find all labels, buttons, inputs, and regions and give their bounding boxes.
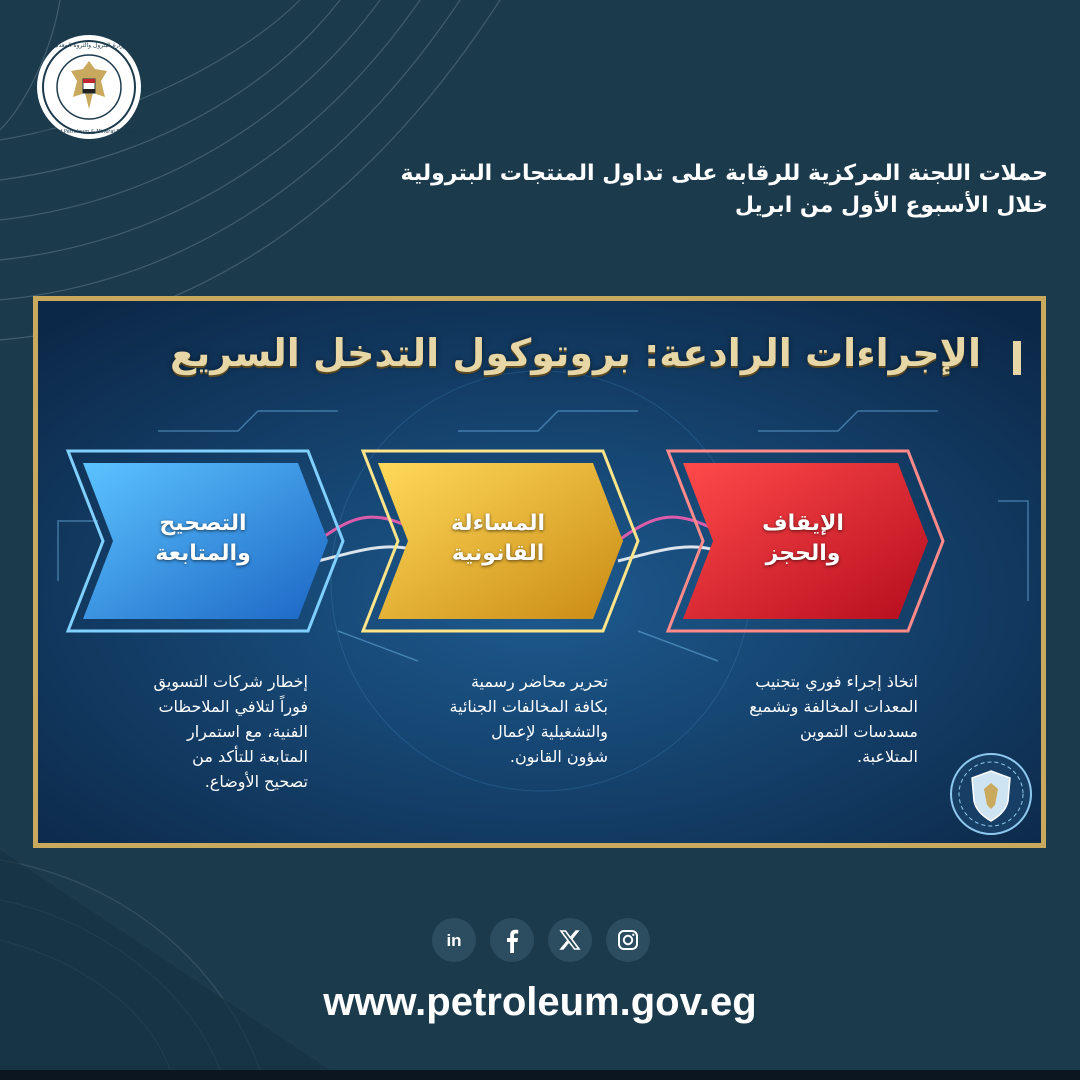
step-description-correction: إخطار شركات التسويق فوراً لتلافي الملاحظات الفنية، مع استمرار المتابعة للتأكد من تصحيح الأوضاع. [153,672,308,791]
step-label-stop: الإيقاف والحجز [762,511,844,566]
headline-line-2: خلال الأسبوع الأول من ابريل [734,193,1048,218]
bottom-strip [0,1070,1080,1080]
shield-icon [948,751,1034,837]
linkedin-icon [441,927,467,953]
facebook-icon [499,927,525,953]
x-icon [557,927,583,953]
headline [248,158,1048,222]
instagram-icon [615,927,641,953]
svg-text:in: in [446,931,462,950]
instagram-button[interactable] [606,918,650,962]
step-description-stop: اتخاذ إجراء فوري بتجنيب المعدات المخالفة وتشميع مسدسات التموين المتلاعبة. [749,672,918,766]
x-button[interactable] [548,918,592,962]
facebook-button[interactable] [490,918,534,962]
linkedin-button[interactable] [432,918,476,962]
step-label-legal: المساءلة القانونية [450,511,546,566]
svg-text:Ministry of Petroleum & Minera: Ministry of Petroleum & Mineral Resources [36,129,142,135]
panel-title: الإجراءات الرادعة: بروتوكول التدخل السريع [170,331,981,375]
infographic-frame [33,296,1046,848]
step-description-legal: تحرير محاضر رسمية بكافة المخالفات الجنائية والتشغيلية لإعمال شؤون القانون. [449,672,608,766]
title-accent-bar [1013,341,1021,375]
svg-text:وزارة البترول والثروة المعدنية: وزارة البترول والثروة المعدنية [51,42,127,49]
ministry-logo [35,33,143,141]
website-url[interactable]: www.petroleum.gov.eg [323,980,757,1024]
headline-line-1: حملات اللجنة المركزية للرقابة على تداول المنتجات البترولية [400,161,1048,186]
step-label-correction: التصحيح والمتابعة [155,511,251,566]
